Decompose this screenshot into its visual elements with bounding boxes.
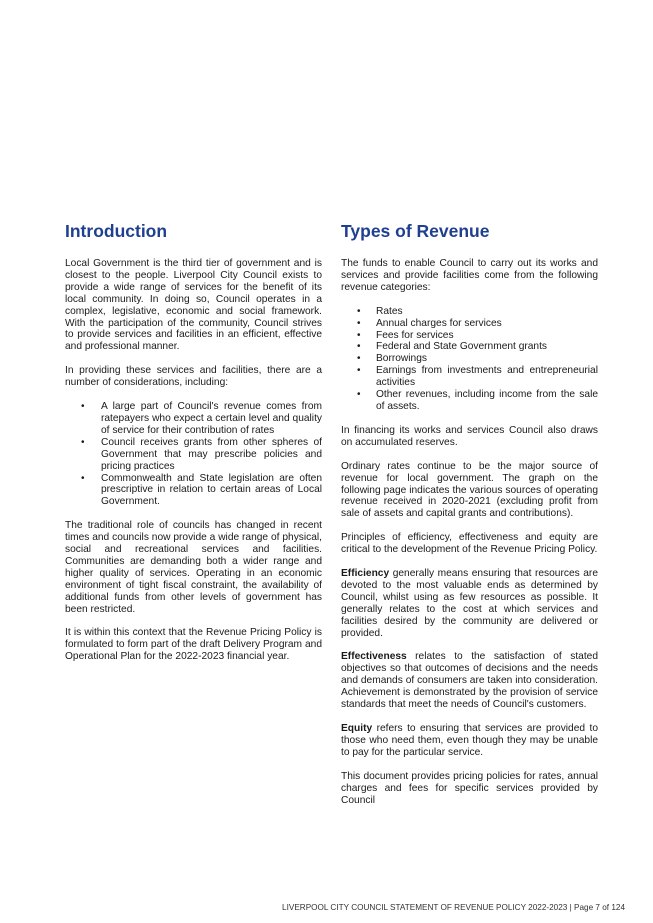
- page-footer: LIVERPOOL CITY COUNCIL STATEMENT OF REVENUE POLICY 2022-2023 | Page 7 of 124: [282, 903, 625, 912]
- introduction-heading: Introduction: [65, 221, 168, 241]
- list-item: • Earnings from investments and entrepreneurial activities: [341, 365, 598, 389]
- effectiveness-definition: relates to the satisfaction of stated objectives so that outcomes of decisions and the needs and demands of consumers are taken into consideration. Achievement is demonstrated by the provision of service standards that meet the needs of Council's customers.: [341, 651, 598, 711]
- intro-paragraph-1: Local Government is the third tier of government and is closest to the people. Liverpool City Council exists to provide a wide range of services for the benefit of its local community. In doing so, Council operates in a complex, legislative, economic and social framework. With the participation of the community, Council strives to provide services and facilities in an efficient, effective and professional manner.: [65, 258, 322, 353]
- revenue-paragraph-1: The funds to enable Council to carry out its works and services and provide facilities come from the following revenue categories:: [341, 258, 598, 293]
- revenue-paragraph-4: Principles of efficiency, effectiveness and equity are critical to the development of the Revenue Pricing Policy.: [341, 532, 598, 556]
- types-of-revenue-heading: Types of Revenue: [341, 221, 490, 241]
- revenue-paragraph-3: Ordinary rates continue to be the major source of revenue for local government. The graph on the following page indicates the various sources of operating revenue received in 2020-2021 (excluding profit from sale of assets and capital grants and contributions).: [341, 460, 598, 520]
- revenue-paragraph-5: This document provides pricing policies for rates, annual charges and fees for specific services provided by Council: [341, 770, 598, 806]
- intro-paragraph-4: It is within this context that the Revenue Pricing Policy is formulated to form part of the draft Delivery Program and Operational Plan for the 2022-2023 financial year.: [65, 627, 322, 663]
- list-item: • Rates: [341, 306, 598, 318]
- efficiency-term: Efficiency: [341, 568, 390, 580]
- list-item: • Borrowings: [341, 353, 598, 365]
- efficiency-definition: generally means ensuring that resources are devoted to the most valuable ends as determined by Council, whilst using as few resources as possible. It generally relates to the cost at which services and facilities desired by the community are delivered or provided.: [341, 568, 598, 639]
- list-item: • Federal and State Government grants: [341, 341, 598, 353]
- equity-paragraph: [341, 723, 598, 759]
- list-item: • Commonwealth and State legislation are often prescriptive in relation to certain areas of Local Government.: [77, 473, 322, 509]
- list-item: • Council receives grants from other spheres of Government that may prescribe policies and pricing practices: [77, 437, 322, 473]
- list-item: • A large part of Council's revenue comes from ratepayers who expect a certain level and quality of service for their contribution of rates: [77, 401, 322, 437]
- intro-paragraph-3: The traditional role of councils has changed in recent times and councils now provide a wide range of physical, social and recreational services and facilities. Communities are demanding both a wider range and higher quality of services. Operating in an economic environment of tight fiscal constraint, the availability of additional funds from other levels of government has been restricted.: [65, 520, 322, 615]
- effectiveness-paragraph: [341, 651, 598, 711]
- considerations-list: [65, 401, 322, 508]
- list-item: • Other revenues, including income from the sale of assets.: [341, 389, 598, 413]
- equity-definition: refers to ensuring that services are provided to those who need them, even though they may be unable to pay for the particular service.: [341, 723, 598, 758]
- types-of-revenue-section: [341, 220, 598, 818]
- revenue-categories-list: [341, 306, 598, 413]
- effectiveness-term: Effectiveness: [341, 651, 407, 663]
- efficiency-paragraph: [341, 568, 598, 639]
- introduction-section: [65, 220, 322, 675]
- list-item: • Fees for services: [341, 330, 598, 342]
- revenue-paragraph-2: In financing its works and services Council also draws on accumulated reserves.: [341, 424, 598, 448]
- list-item: • Annual charges for services: [341, 318, 598, 330]
- equity-term: Equity: [341, 723, 373, 734]
- intro-paragraph-2: In providing these services and facilities, there are a number of considerations, including:: [65, 365, 322, 389]
